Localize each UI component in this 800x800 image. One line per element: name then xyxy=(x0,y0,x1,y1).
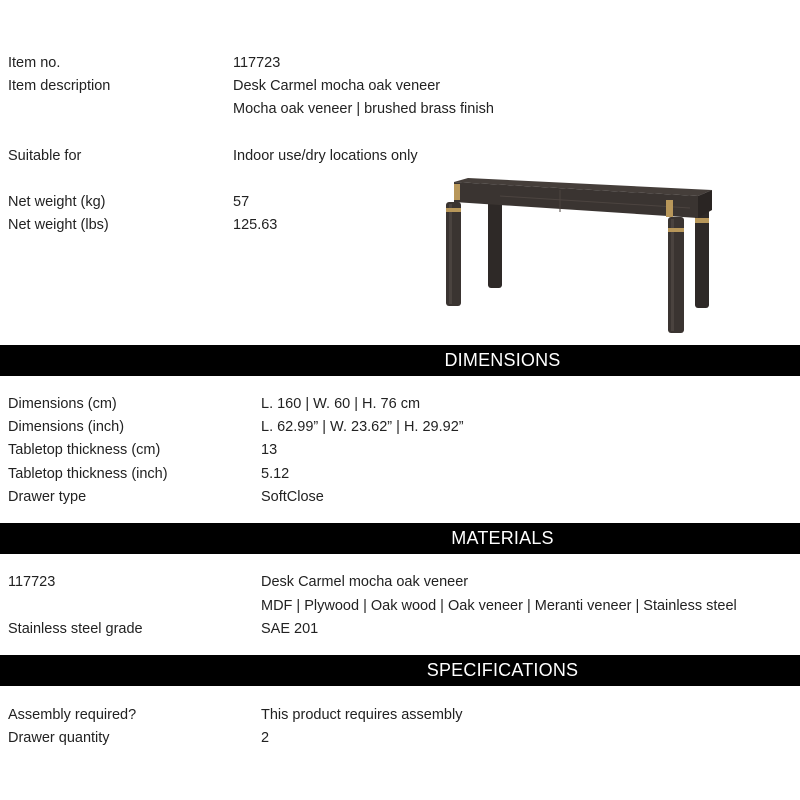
materials-heading: MATERIALS xyxy=(451,528,554,548)
desk-brass-ring-right xyxy=(668,228,684,232)
tabletop-thickness-inch-value: 5.12 xyxy=(261,466,290,482)
net-weight-kg-value: 57 xyxy=(233,194,250,210)
drawer-quantity-label: Drawer quantity xyxy=(8,730,110,746)
materials-code-label: 117723 xyxy=(8,574,56,590)
dimensions-inch-value: L. 62.99” | W. 23.62” | H. 29.92” xyxy=(261,419,464,435)
desk-front-leg-right xyxy=(668,217,684,333)
desk-back-leg-left xyxy=(488,194,502,288)
item-description-line1: Desk Carmel mocha oak veneer xyxy=(233,78,441,94)
net-weight-kg-label: Net weight (kg) xyxy=(8,194,106,210)
desk-brass-ring-back xyxy=(695,218,709,223)
desk-leg-highlight-left xyxy=(449,204,452,304)
item-no-label: Item no. xyxy=(8,55,61,71)
drawer-quantity-value: 2 xyxy=(261,730,270,746)
desk-leg-highlight-right xyxy=(671,219,674,331)
steel-grade-value: SAE 201 xyxy=(261,621,319,637)
tabletop-thickness-inch-label: Tabletop thickness (inch) xyxy=(8,466,168,482)
materials-header-bar xyxy=(0,523,800,554)
item-description-line2: Mocha oak veneer | brushed brass finish xyxy=(233,101,494,117)
drawer-type-value: SoftClose xyxy=(261,489,324,505)
dimensions-heading: DIMENSIONS xyxy=(444,350,561,370)
suitable-for-label: Suitable for xyxy=(8,148,82,164)
steel-grade-label: Stainless steel grade xyxy=(8,621,143,637)
dimensions-cm-value: L. 160 | W. 60 | H. 76 cm xyxy=(261,396,421,412)
net-weight-lbs-label: Net weight (lbs) xyxy=(8,217,109,233)
specifications-heading: SPECIFICATIONS xyxy=(426,660,579,680)
dimensions-cm-label: Dimensions (cm) xyxy=(8,396,117,412)
suitable-for-value: Indoor use/dry locations only xyxy=(233,148,418,164)
desk-front-leg-left xyxy=(446,202,461,306)
assembly-required-label: Assembly required? xyxy=(8,707,137,723)
tabletop-thickness-cm-label: Tabletop thickness (cm) xyxy=(8,442,161,458)
drawer-type-label: Drawer type xyxy=(8,489,87,505)
dimensions-inch-label: Dimensions (inch) xyxy=(8,419,125,435)
assembly-required-value: This product requires assembly xyxy=(261,707,463,723)
desk-brass-ring-left xyxy=(446,208,461,212)
materials-code-line1: Desk Carmel mocha oak veneer xyxy=(261,574,469,590)
item-no-value: 117723 xyxy=(233,55,281,71)
materials-code-line2: MDF | Plywood | Oak wood | Oak veneer | Meranti veneer | Stainless steel xyxy=(261,598,737,614)
desk-brass-corner-right xyxy=(666,200,673,217)
desk-brass-corner-left xyxy=(454,184,460,200)
specifications-header-bar xyxy=(0,655,800,686)
net-weight-lbs-value: 125.63 xyxy=(233,217,278,233)
dimensions-header-bar xyxy=(0,345,800,376)
item-description-label: Item description xyxy=(8,78,111,94)
product-image xyxy=(440,170,720,340)
tabletop-thickness-cm-value: 13 xyxy=(261,442,278,458)
